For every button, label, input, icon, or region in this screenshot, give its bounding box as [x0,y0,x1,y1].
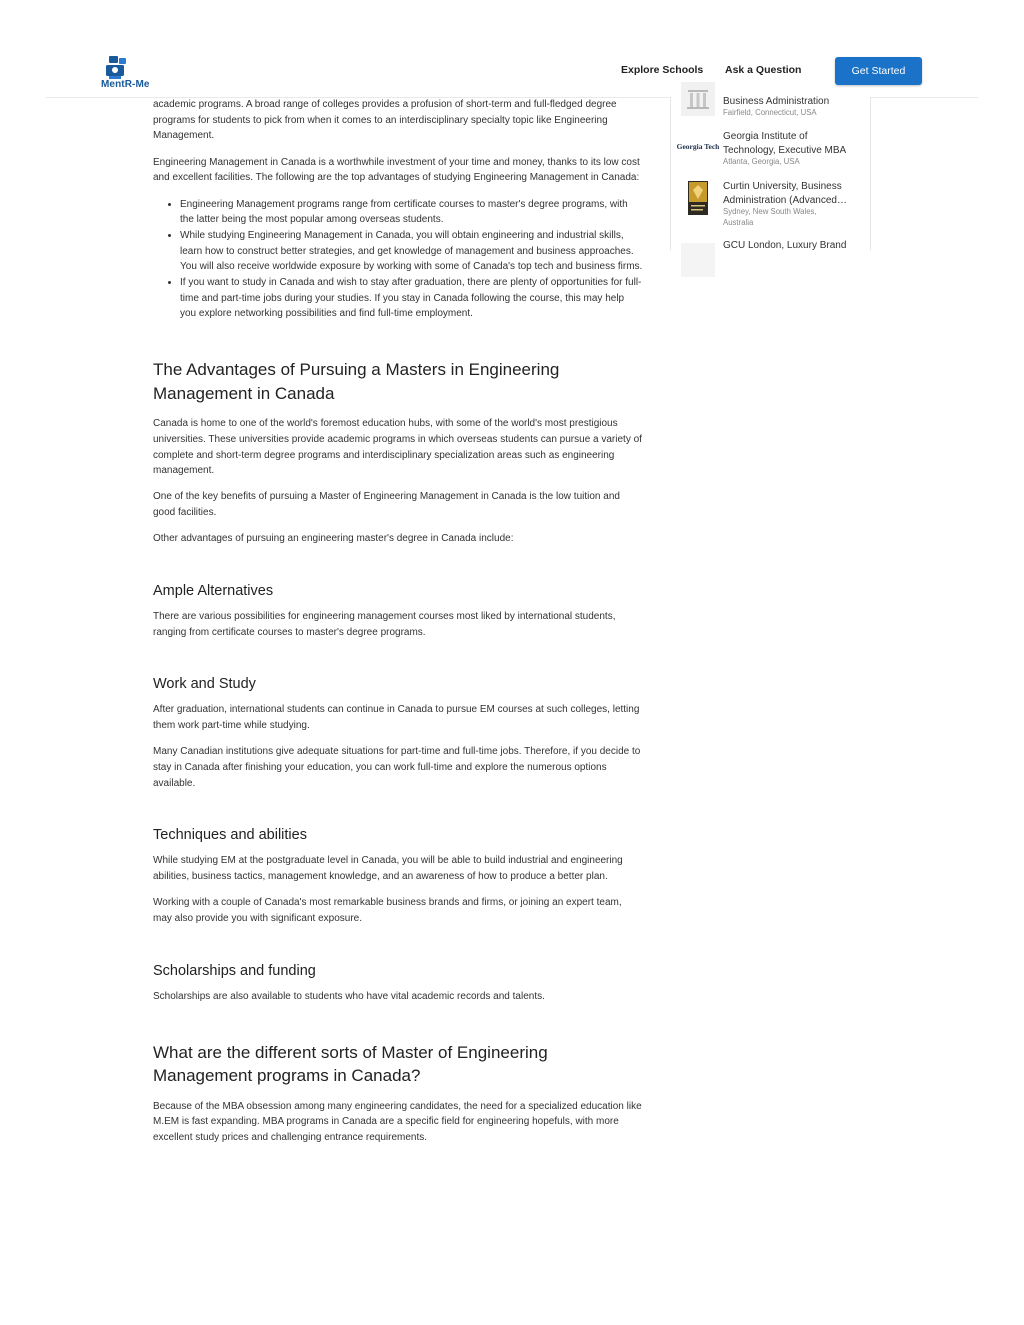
sidebar-school-list[interactable] [670,97,871,250]
paragraph: One of the key benefits of pursuing a Master of Engineering Management in Canada is the low tuition and good facilities. [153,491,620,519]
paragraph: While studying EM at the postgraduate level in Canada, you will be able to build industrial and engineering abilities, business tactics, management knowledge, and an awareness of how to produce a better plan. [153,855,623,883]
nav-explore-schools[interactable]: Explore Schools [621,64,704,76]
subheading-work-and-study: Work and Study [153,676,256,693]
site-header [0,0,1024,98]
school-title-line: Curtin University, Business [723,181,842,192]
section-heading-program-types: What are the different sorts of Master of Engineering Management programs in Canada? [153,1042,548,1085]
school-title[interactable] [723,180,865,207]
subheading-scholarships: Scholarships and funding [153,962,316,979]
paragraph: After graduation, international students can continue in Canada to pursue EM courses at such colleges, letting them work part-time while studying. [153,704,640,732]
paragraph: Scholarships are also available to students who have vital academic records and talents. [153,990,545,1002]
school-title-line: Georgia Institute of [723,131,808,142]
list-item: • Engineering Management programs range from certificate courses to master's degree programs, with the latter being the most popular among overseas students. [180,197,643,228]
school-location-line: Australia [723,217,754,227]
school-location-line: Sydney, New South Wales, [723,207,817,216]
paragraph: Canada is home to one of the world's foremost education hubs, with some of the world's most prestigious universities. These universities provide academic programs in which overseas students can pursue a variety of complete and short-term degree programs and interdisciplinary specialization areas such as engineering management. [153,418,642,477]
subheading-techniques: Techniques and abilities [153,827,307,844]
georgia-tech-logo [676,133,720,167]
curtin-university-logo [681,181,715,215]
school-title[interactable] [723,130,865,157]
school-title-line: Administration (Advanced… [723,194,847,206]
subheading-ample-alternatives: Ample Alternatives [153,583,274,600]
school-location: Atlanta, Georgia, USA [723,157,800,166]
school-location [723,207,865,228]
svg-text:Georgia Tech: Georgia Tech [676,142,720,151]
advantages-list [180,197,643,323]
paragraph: Other advantages of pursuing an engineering master's degree in Canada include: [153,533,514,545]
gcu-london-logo [681,243,715,277]
logo-text[interactable]: MentR-Me [101,79,150,90]
university-columns-icon [681,82,715,116]
article-content [153,97,643,1156]
paragraph: Working with a couple of Canada's most remarkable business brands and firms, or joining an expert team, may also provide you with significant exposure. [153,897,622,925]
intro-paragraph: academic programs. A broad range of colleges provides a profusion of short-term and full-fledged degree programs for students to pick from when it comes to an interdisciplinary specialty topic like Engineering Management. [153,99,617,142]
paragraph: There are various possibilities for engineering management courses most liked by international students, ranging from certificate courses to master's degree programs. [153,611,616,638]
school-title[interactable]: GCU London, Luxury Brand [723,240,847,251]
school-location: Fairfield, Connecticut, USA [723,108,817,117]
paragraph: Many Canadian institutions give adequate situations for part-time and full-time jobs. Therefore, if you decide to stay in Canada after finishing your education, you can work full-time and explore the numerous options available. [153,746,641,789]
list-item: • If you want to study in Canada and wish to stay after graduation, there are plenty of opportunities for full-time and part-time jobs during your studies. If you stay in Canada following the course, this may help you explore networking possibilities and find full-time employment. [180,275,643,322]
school-title-line: Technology, Executive MBA [723,144,847,156]
intro-paragraph: Engineering Management in Canada is a worthwhile investment of your time and money, thanks to its low cost and excellent facilities. The following are the top advantages of studying Engineering Management in Canada: [153,156,640,184]
list-item: • While studying Engineering Management in Canada, you will obtain engineering and industrial skills, learn how to construct better strategies, and get knowledge of management and business approaches. You will also receive worldwide exposure by working with some of Canada's top tech and business firms. [180,228,643,275]
section-heading-advantages: The Advantages of Pursuing a Masters in Engineering Management in Canada [153,360,560,403]
get-started-button[interactable]: Get Started [835,57,922,85]
paragraph: Because of the MBA obsession among many engineering candidates, the need for a specialized education like M.EM is fast expanding. MBA programs in Canada are a specific field for engineering hopefuls, with more excellent study prices and challenging entrance requirements. [153,1100,642,1143]
school-title[interactable]: Business Administration [723,96,830,107]
nav-ask-question[interactable]: Ask a Question [725,64,802,76]
